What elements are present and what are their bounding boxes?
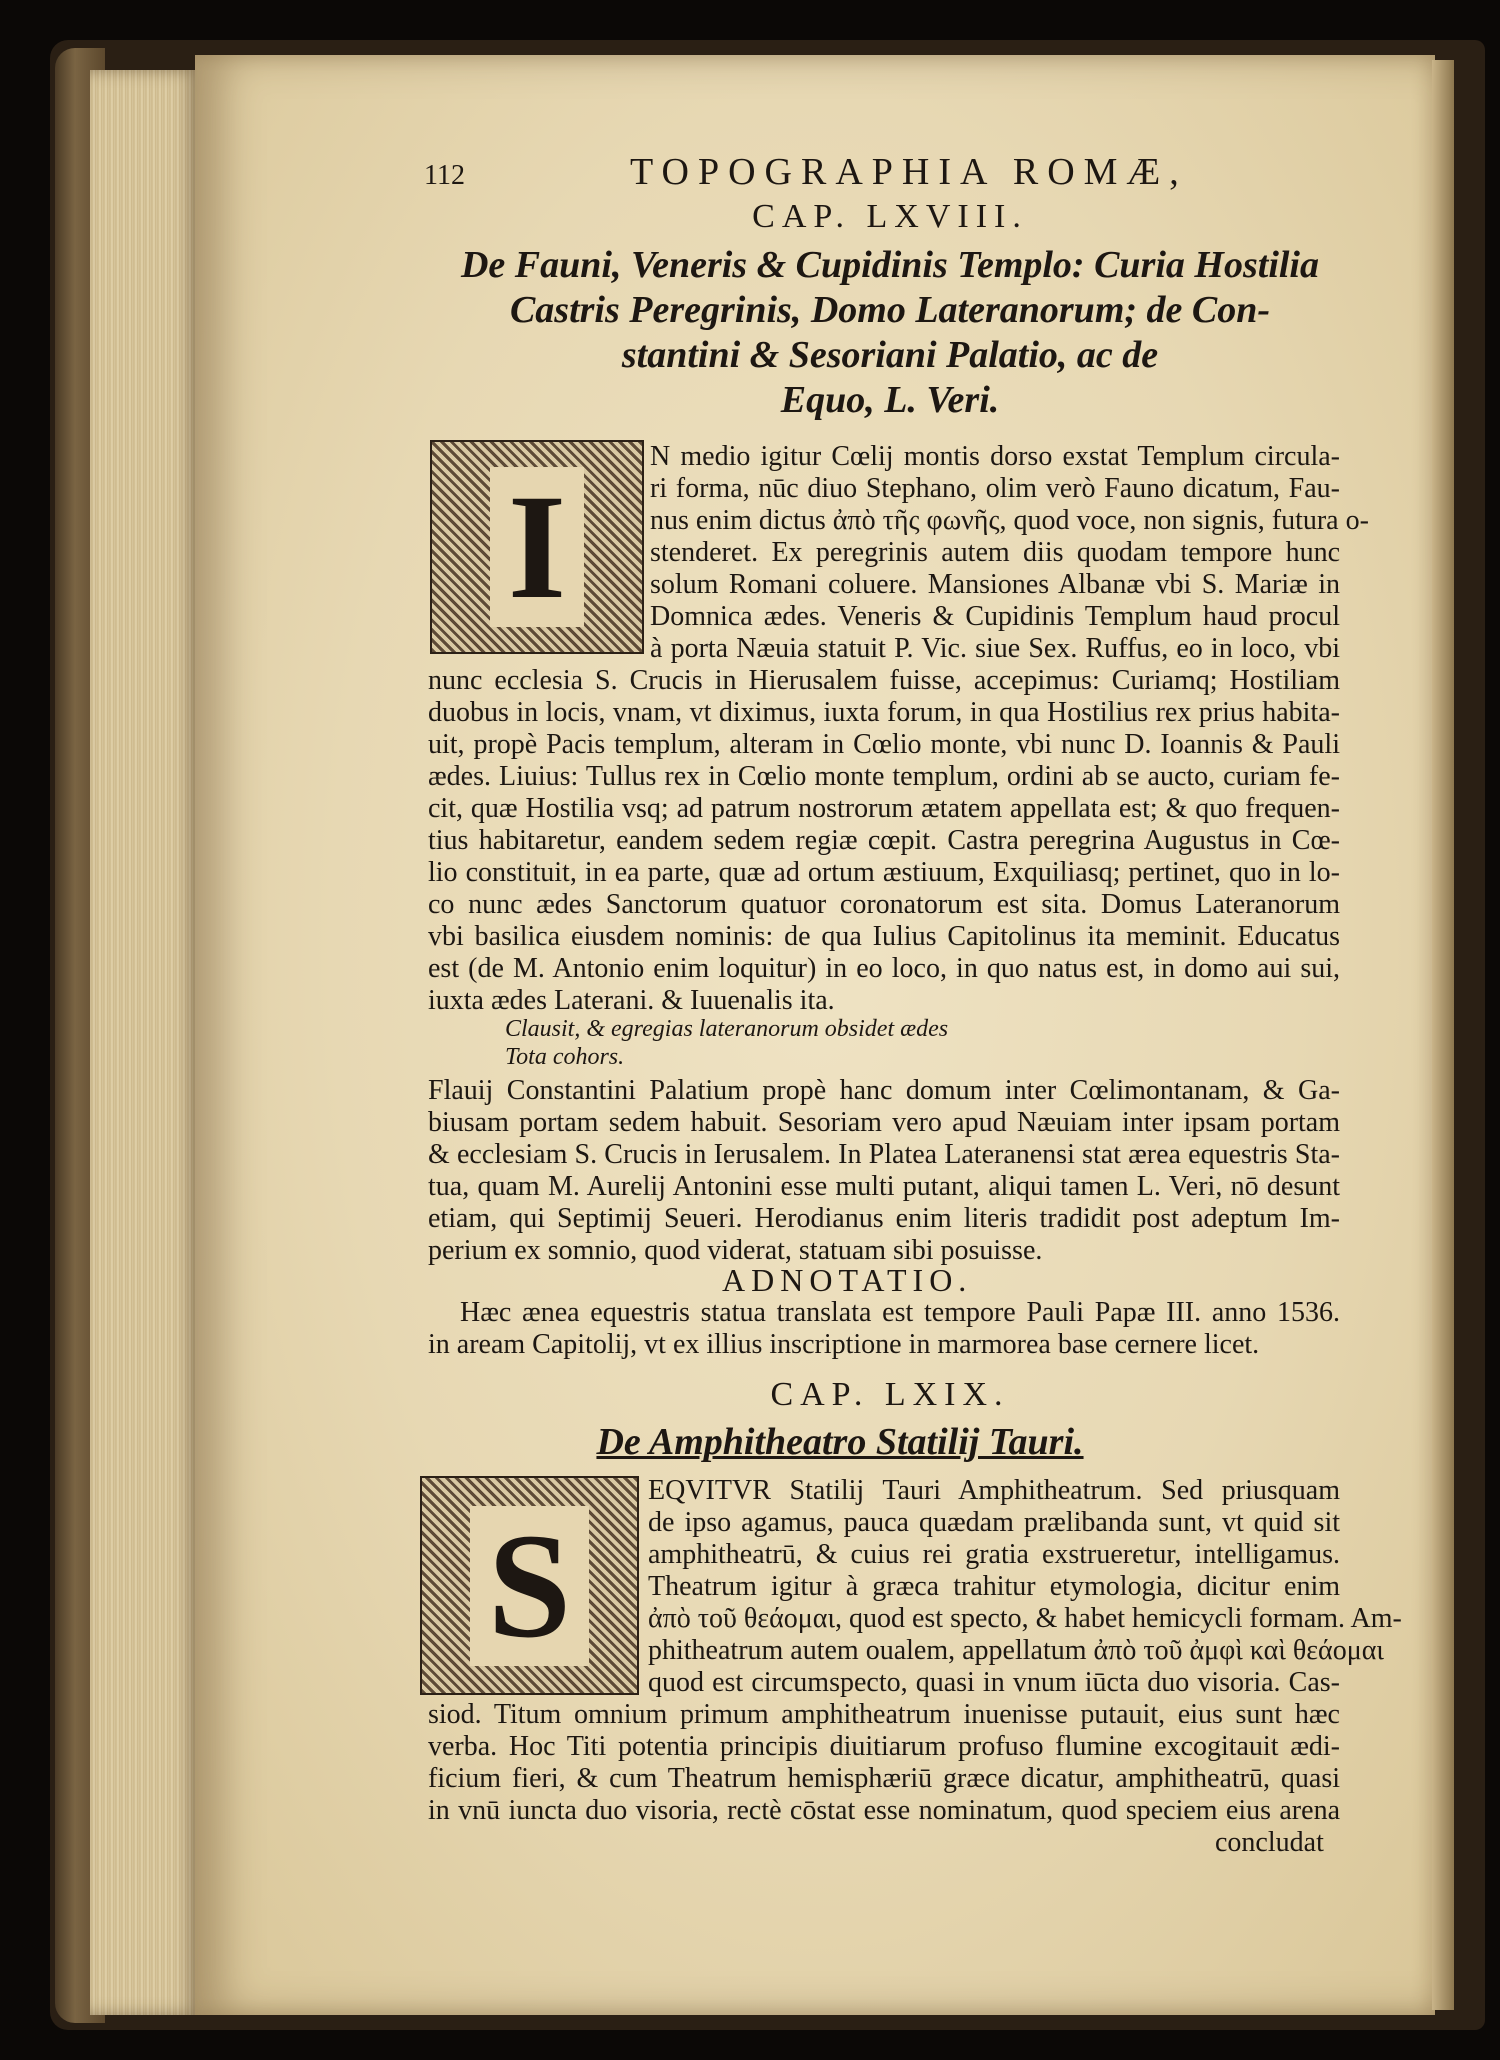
text-line: Theatrum igitur à græca trahitur etymologia, dicitur enim	[648, 1571, 1340, 1602]
text-line: Domnica ædes. Veneris & Cupidinis Templum haud procul	[650, 601, 1340, 632]
text-line: ficium fieri, & cum Theatrum hemisphæriū græce dicatur, amphitheatrū, quasi	[428, 1763, 1340, 1794]
chapter-number: CAP. LXVIII.	[752, 198, 1028, 235]
text-line: ri forma, nūc diuo Stephano, olim verò Fauno dicatum, Fau-	[650, 473, 1340, 504]
text-line: co nunc ædes Sanctorum quatuor coronatorum est sita. Domus Lateranorum	[428, 889, 1340, 920]
running-title: TOPOGRAPHIA ROMÆ,	[630, 151, 1188, 193]
text-line: cit, quæ Hostilia vsq; ad patrum nostrorum ætatem appellata est; & quo frequen-	[428, 793, 1340, 824]
verse-line: Tota cohors.	[505, 1044, 625, 1070]
text-line: siod. Titum omnium primum amphitheatrum inuenisse putauit, eius sunt hæc	[428, 1699, 1340, 1730]
text-line: vbi basilica eiusdem nominis: de qua Iulius Capitolinus ita meminit. Educatus	[428, 921, 1340, 952]
text-line: EQVITVR Statilij Tauri Amphitheatrum. Sed priusquam	[648, 1475, 1340, 1506]
text-line: N medio igitur Cœlij montis dorso exstat Templum circula-	[650, 441, 1340, 472]
text-line: nunc ecclesia S. Crucis in Hierusalem fuisse, accepimus: Curiamq; Hostiliam	[428, 665, 1340, 696]
text-line: est (de M. Antonio enim loquitur) in eo loco, in quo natus est, in domo aui sui,	[428, 953, 1340, 984]
annotation-line: in aream Capitolij, vt ex illius inscriptione in marmorea base cernere licet.	[428, 1329, 1260, 1360]
text-line: nus enim dictus ἀπὸ τῆς φωνῆς, quod voce, non signis, futura o-	[650, 505, 1369, 536]
text-line: tius habitaretur, eandem sedem regiæ cœpit. Castra peregrina Augustus in Cœ-	[428, 825, 1340, 856]
annotation-line: Hæc ænea equestris statua translata est tempore Pauli Papæ III. anno 1536.	[460, 1297, 1340, 1328]
text-line: & ecclesiam S. Crucis in Ierusalem. In Platea Lateranensi stat ærea equestris Sta-	[428, 1139, 1340, 1170]
text-line: uit, propè Pacis templum, alteram in Cœlio monte, vbi nunc D. Ioannis & Pauli	[428, 729, 1340, 760]
text-line: lio constituit, in ea parte, quæ ad ortum æstiuum, Exquiliasq; pertinet, quo in lo-	[428, 857, 1340, 888]
text-line: biusam portam sedem habuit. Sesoriam vero apud Næuiam inter ipsam portam	[428, 1107, 1340, 1138]
text-line: ædes. Liuius: Tullus rex in Cœlio monte templum, ordini ab se aucto, curiam fe-	[428, 761, 1340, 792]
text-line: amphitheatrū, & cuius rei gratia exstrueretur, intelligamus.	[648, 1539, 1340, 1570]
text-line: iuxta ædes Laterani. & Iuuenalis ita.	[428, 985, 835, 1016]
decorated-initial-i: I	[430, 440, 644, 654]
text-line: de ipso agamus, pauca quædam prælibanda sunt, vt quid sit	[648, 1507, 1340, 1538]
text-line: etiam, qui Septimij Seueri. Herodianus enim literis tradidit post adeptum Im-	[428, 1203, 1340, 1234]
text-line: solum Romani coluere. Mansiones Albanæ vbi S. Mariæ in	[650, 569, 1340, 600]
chapter-title-line: Castris Peregrinis, Domo Lateranorum; de Con-	[509, 289, 1271, 331]
page-number: 112	[424, 160, 465, 191]
verse-line: Clausit, & egregias lateranorum obsidet ædes	[505, 1016, 949, 1042]
text-line: tua, quam M. Aurelij Antonini esse multi putant, aliqui tamen L. Veri, nō desunt	[428, 1171, 1340, 1202]
adnotatio-heading: ADNOTATIO.	[722, 1262, 973, 1298]
chapter-title-line: stantini & Sesoriani Palatio, ac de	[621, 334, 1159, 376]
catchword: concludat	[1215, 1827, 1324, 1858]
decorated-initial-s: S	[420, 1476, 639, 1695]
text-line: verba. Hoc Titi potentia principis diuitiarum profuso flumine excogitauit ædi-	[428, 1731, 1340, 1762]
facing-page-edge	[1432, 60, 1454, 2010]
page-edges	[90, 70, 200, 2015]
chapter-number: CAP. LXIX.	[770, 1376, 1010, 1413]
text-line: à porta Næuia statuit P. Vic. siue Sex. Ruffus, eo in loco, vbi	[650, 633, 1340, 664]
text-line: perium ex somnio, quod viderat, statuam sibi posuisse.	[428, 1235, 1043, 1266]
text-line: phitheatrum autem oualem, appellatum ἀπὸ τοῦ ἀμφὶ καὶ θεάομαι	[648, 1635, 1384, 1666]
chapter-title-line: De Fauni, Veneris & Cupidinis Templo: Curia Hostilia	[460, 244, 1319, 286]
text-line: Flauij Constantini Palatium propè hanc domum inter Cœlimontanam, & Ga-	[428, 1075, 1340, 1106]
chapter-title: De Amphitheatro Statilij Tauri.	[596, 1421, 1084, 1463]
chapter-title-line: Equo, L. Veri.	[780, 379, 1000, 421]
text-line: ἀπὸ τοῦ θεάομαι, quod est specto, & habet hemicycli formam. Am-	[648, 1603, 1402, 1634]
text-line: duobus in locis, vnam, vt diximus, iuxta forum, in qua Hostilius rex prius habita-	[428, 697, 1340, 728]
text-line: quod est circumspecto, quasi in vnum iūcta duo visoria. Cas-	[648, 1667, 1340, 1698]
text-line: in vnū iuncta duo visoria, rectè cōstat esse nominatum, quod speciem eius arena	[428, 1795, 1340, 1826]
text-line: stenderet. Ex peregrinis autem diis quodam tempore hunc	[650, 537, 1340, 568]
